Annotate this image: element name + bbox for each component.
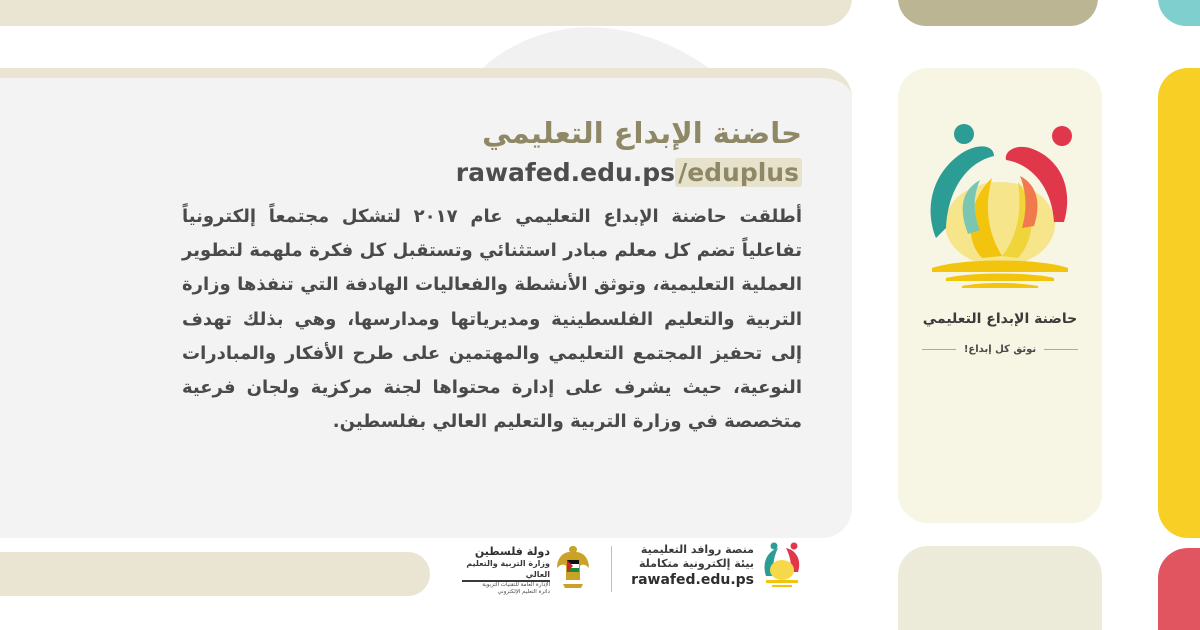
card-divider-right: [1044, 349, 1078, 350]
card-subtitle-row: [898, 344, 1102, 355]
incubator-logo-icon: [922, 118, 1078, 294]
decor-bar-right-pink: [1158, 548, 1200, 630]
card-title: حاضنة الإبداع التعليمي: [922, 311, 1078, 327]
footer-divider: [611, 546, 612, 592]
decor-bar-bottom-mid: [898, 546, 1102, 630]
decor-bar-top-right: [1158, 0, 1200, 26]
rawafed-line-2: بيئة إلكترونية متكاملة: [638, 557, 754, 570]
ministry-name: وزارة التربية والتعليم العالي: [462, 558, 550, 582]
description-text: أطلقت حاضنة الإبداع التعليمي عام ٢٠١٧ لتشكل مجتمعاً إلكترونياً تفاعلياً تضم كل معلم مبادر استثنائي وتستقبل كل فكرة ملهمة لتطوير العملية التعليمية، وتوثق الأنشطة والفعاليات الهادفة التي تنفذها وزارة التربية والتعليم الفلسطينية ومديرياتها ومدارسها، وهي بذلك تهدف إلى تحفيز المجتمع التعليمي والمهتمين على طرح الأفكار والمبادرات النوعية، حيث يشرف على إدارة محتواها لجنة مركزية ولجان فرعية متخصصة في وزارة التربية والتعليم العالي بفلسطين.: [182, 206, 802, 433]
main-panel: [0, 68, 852, 538]
rawafed-url[interactable]: rawafed.edu.ps: [631, 572, 754, 588]
url-path: /eduplus: [675, 158, 802, 187]
department-name: الإدارة العامة للتقنيات التربوية: [482, 582, 550, 588]
ministry-text: [462, 545, 550, 596]
brand-card: [898, 68, 1102, 523]
rawafed-logo-icon: [760, 542, 804, 588]
palestine-eagle-emblem-icon: [555, 542, 591, 594]
url-base: rawafed.edu.ps: [455, 158, 676, 187]
decor-bar-right-yellow: [1158, 68, 1200, 538]
page-title: حاضنة الإبداع التعليمي: [482, 116, 802, 150]
card-divider-left: [922, 349, 956, 350]
decor-bar-top-left: [0, 0, 852, 26]
card-subtitle: نوثق كل إبداع!: [963, 344, 1037, 355]
decor-bar-top-mid: [898, 0, 1098, 26]
page-url[interactable]: [456, 158, 802, 187]
rawafed-text: [620, 543, 754, 589]
decor-bar-bottom-left: [0, 552, 430, 596]
state-name: دولة فلسطين: [474, 545, 550, 558]
rawafed-line-1: منصة روافد التعليمية: [640, 543, 754, 556]
division-name: دائرة التعليم الإلكتروني: [497, 589, 550, 595]
